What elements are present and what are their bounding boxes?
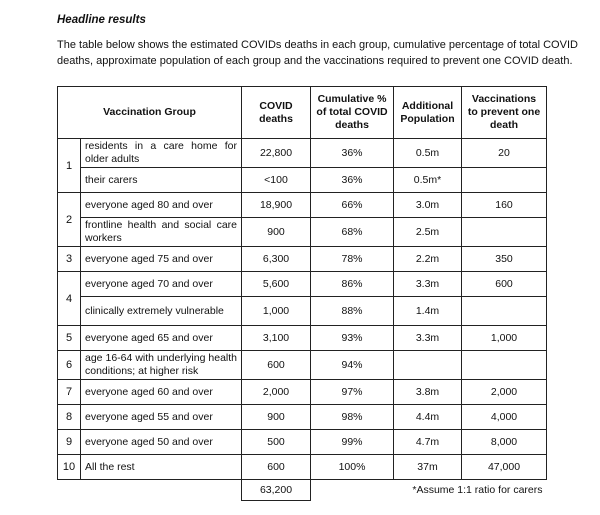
covid-deaths-cell: <100 [242, 168, 311, 193]
covid-deaths-cell: 22,800 [242, 139, 311, 168]
covid-deaths-cell: 5,600 [242, 272, 311, 297]
cumulative-percent-cell: 78% [311, 247, 394, 272]
results-table-body [58, 87, 547, 501]
group-number: 8 [58, 405, 81, 430]
covid-deaths-cell: 600 [242, 351, 311, 380]
additional-population-cell: 3.8m [394, 380, 462, 405]
total-deaths-cell: 63,200 [242, 480, 311, 501]
group-description: everyone aged 65 and over [81, 326, 242, 351]
covid-deaths-cell: 2,000 [242, 380, 311, 405]
vaccinations-cell [462, 297, 547, 326]
cumulative-percent-cell: 66% [311, 193, 394, 218]
cumulative-percent-cell: 98% [311, 405, 394, 430]
table-row [58, 455, 547, 480]
group-number: 10 [58, 455, 81, 480]
vaccinations-cell [462, 351, 547, 380]
vaccinations-cell: 160 [462, 193, 547, 218]
group-description: everyone aged 55 and over [81, 405, 242, 430]
intro-paragraph: The table below shows the estimated COVIDs deaths in each group, cumulative percentage of total COVID deaths, approximate population of each group and the vaccinations required to prevent one COVID death. [57, 39, 578, 67]
group-description: their carers [81, 168, 242, 193]
group-description: frontline health and social care workers [81, 218, 242, 247]
covid-deaths-cell: 1,000 [242, 297, 311, 326]
table-row [58, 326, 547, 351]
covid-deaths-cell: 600 [242, 455, 311, 480]
header-cumulative-percent: Cumulative % of total COVID deaths [311, 87, 394, 139]
cumulative-percent-cell: 86% [311, 272, 394, 297]
table-row [58, 430, 547, 455]
group-number: 1 [58, 139, 81, 193]
header-vaccination-group: Vaccination Group [58, 87, 242, 139]
group-number: 9 [58, 430, 81, 455]
table-row [58, 297, 547, 326]
header-row [58, 87, 547, 139]
footer-spacer [58, 480, 242, 501]
cumulative-percent-cell: 100% [311, 455, 394, 480]
additional-population-cell: 0.5m* [394, 168, 462, 193]
cumulative-percent-cell: 36% [311, 139, 394, 168]
additional-population-cell: 3.0m [394, 193, 462, 218]
group-description: everyone aged 60 and over [81, 380, 242, 405]
covid-deaths-cell: 3,100 [242, 326, 311, 351]
group-number: 6 [58, 351, 81, 380]
table-row [58, 405, 547, 430]
cumulative-percent-cell: 36% [311, 168, 394, 193]
group-description: everyone aged 50 and over [81, 430, 242, 455]
cumulative-percent-cell: 94% [311, 351, 394, 380]
table-row [58, 380, 547, 405]
covid-deaths-cell: 500 [242, 430, 311, 455]
group-description: residents in a care home for older adults [81, 139, 242, 168]
vaccinations-cell [462, 168, 547, 193]
additional-population-cell: 3.3m [394, 272, 462, 297]
group-description: everyone aged 70 and over [81, 272, 242, 297]
cumulative-percent-cell: 68% [311, 218, 394, 247]
header-additional-population: Additional Population [394, 87, 462, 139]
table-row [58, 193, 547, 218]
vaccinations-cell: 4,000 [462, 405, 547, 430]
cumulative-percent-cell: 97% [311, 380, 394, 405]
header-vaccinations-per-death: Vaccinations to prevent one death [462, 87, 547, 139]
additional-population-cell: 4.4m [394, 405, 462, 430]
additional-population-cell: 1.4m [394, 297, 462, 326]
vaccinations-cell [462, 218, 547, 247]
vaccinations-cell: 350 [462, 247, 547, 272]
additional-population-cell: 4.7m [394, 430, 462, 455]
section-heading: Headline results [57, 14, 146, 26]
results-table [57, 86, 547, 501]
vaccinations-cell: 2,000 [462, 380, 547, 405]
group-number: 7 [58, 380, 81, 405]
table-row [58, 351, 547, 380]
group-description: everyone aged 75 and over [81, 247, 242, 272]
table-row [58, 272, 547, 297]
group-number: 3 [58, 247, 81, 272]
covid-deaths-cell: 6,300 [242, 247, 311, 272]
vaccinations-cell: 47,000 [462, 455, 547, 480]
additional-population-cell: 3.3m [394, 326, 462, 351]
footer-row [58, 480, 547, 501]
table-row [58, 139, 547, 168]
vaccinations-cell: 1,000 [462, 326, 547, 351]
group-description: everyone aged 80 and over [81, 193, 242, 218]
vaccinations-cell: 8,000 [462, 430, 547, 455]
table-row [58, 168, 547, 193]
covid-deaths-cell: 900 [242, 405, 311, 430]
additional-population-cell: 2.2m [394, 247, 462, 272]
additional-population-cell [394, 351, 462, 380]
group-description: clinically extremely vulnerable [81, 297, 242, 326]
group-number: 4 [58, 272, 81, 326]
group-description: All the rest [81, 455, 242, 480]
additional-population-cell: 37m [394, 455, 462, 480]
additional-population-cell: 2.5m [394, 218, 462, 247]
cumulative-percent-cell: 88% [311, 297, 394, 326]
carers-footnote: *Assume 1:1 ratio for carers [412, 484, 543, 497]
table-row [58, 218, 547, 247]
header-covid-deaths: COVID deaths [242, 87, 311, 139]
group-description: age 16-64 with underlying health conditions; at higher risk [81, 351, 242, 380]
cumulative-percent-cell: 93% [311, 326, 394, 351]
table-row [58, 247, 547, 272]
group-number: 2 [58, 193, 81, 247]
cumulative-percent-cell: 99% [311, 430, 394, 455]
covid-deaths-cell: 900 [242, 218, 311, 247]
vaccinations-cell: 20 [462, 139, 547, 168]
additional-population-cell: 0.5m [394, 139, 462, 168]
group-number: 5 [58, 326, 81, 351]
vaccinations-cell: 600 [462, 272, 547, 297]
covid-deaths-cell: 18,900 [242, 193, 311, 218]
